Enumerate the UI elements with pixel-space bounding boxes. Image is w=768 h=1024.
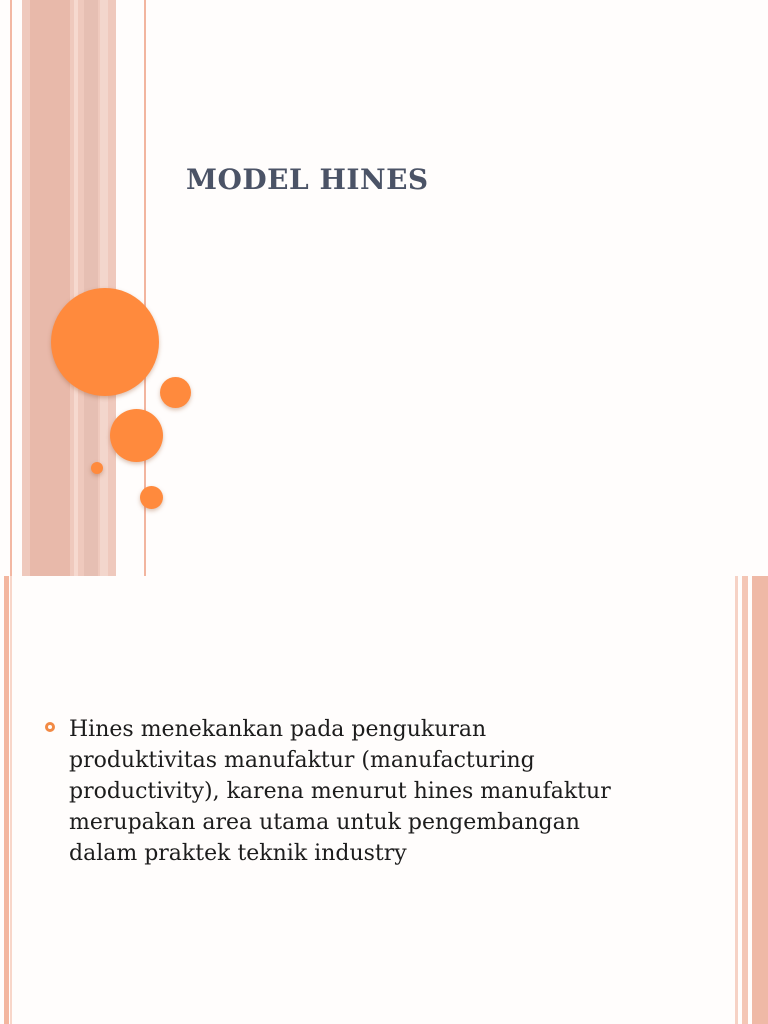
bullet-item <box>45 714 685 869</box>
decorative-stripe <box>735 576 738 1024</box>
bullet-text: Hines menekankan pada pengukuran produktivitas manufaktur (manufacturing productivity), karena menurut hines manufaktur merupakan area utama untuk pengembangan dalam praktek teknik industry <box>69 717 611 866</box>
slide-content <box>0 576 768 1024</box>
decorative-circle-medium <box>110 409 163 462</box>
decorative-stripe <box>30 0 70 576</box>
decorative-stripe <box>752 576 768 1024</box>
decorative-stripe <box>74 0 78 576</box>
decorative-stripe <box>742 576 748 1024</box>
decorative-circle-small <box>160 377 191 408</box>
decorative-stripe <box>10 0 12 576</box>
decorative-circle-large <box>51 288 159 396</box>
decorative-circle-small <box>140 486 163 509</box>
decorative-stripe <box>4 576 9 1024</box>
slide-title-text: MODEL HINES <box>186 163 429 196</box>
decorative-stripe <box>10 576 12 1024</box>
decorative-circle-tiny <box>91 462 103 474</box>
bullet-circle-icon <box>45 722 55 732</box>
